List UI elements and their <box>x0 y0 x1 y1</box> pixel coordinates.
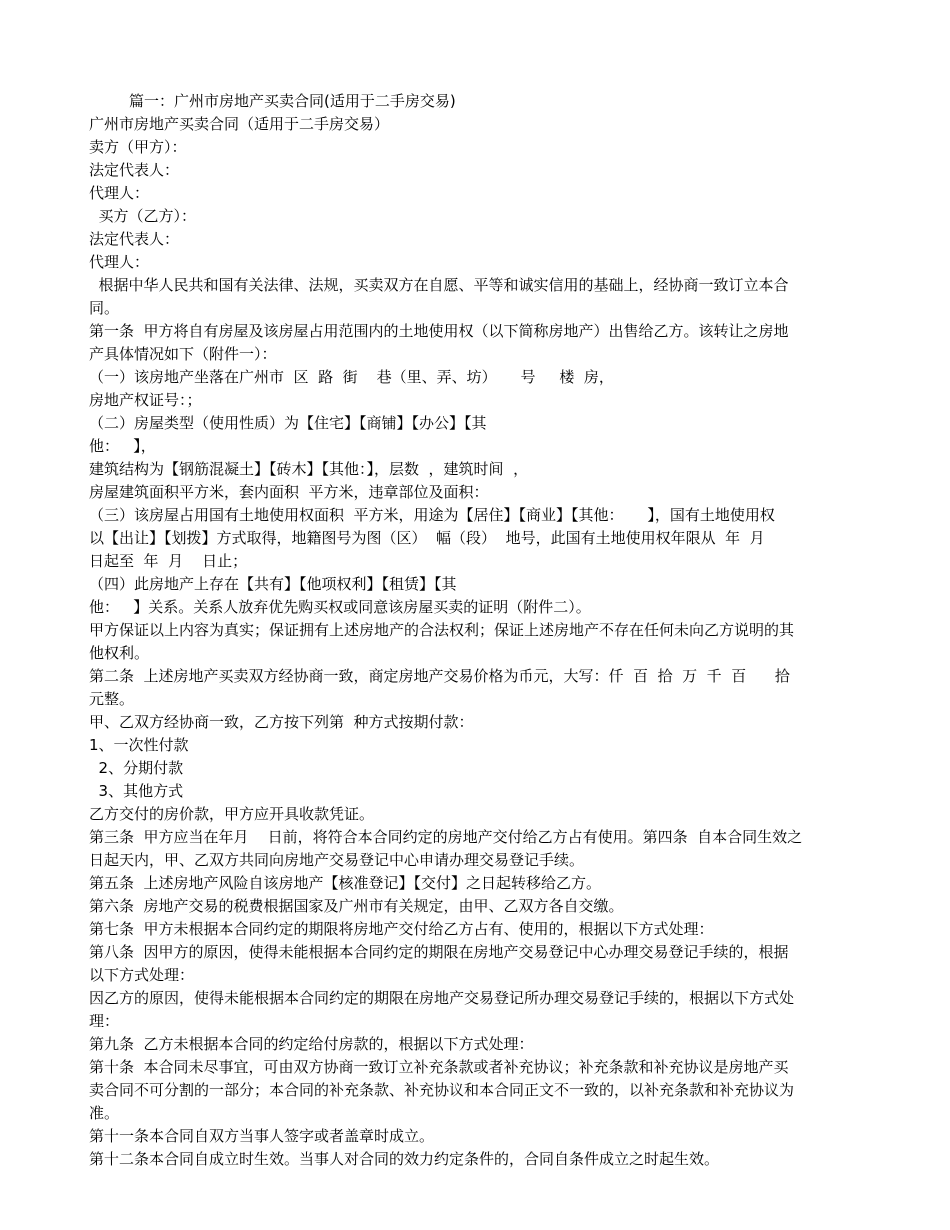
text-line: 法定代表人： <box>89 230 180 248</box>
text-line: 卖合同不可分割的一部分；本合同的补充条款、补充协议和本合同正文不一致的，以补充条款和补充协议为 <box>89 1081 795 1099</box>
text-line: 乙方交付的房价款，甲方应开具收款凭证。 <box>89 805 375 823</box>
text-line: 法定代表人： <box>89 161 180 179</box>
text-line: 他： 】， <box>89 437 156 455</box>
text-line: （四）此房地产上存在【共有】【他项权利】【租赁】【其 <box>89 575 457 593</box>
text-line: 代理人： <box>89 253 150 271</box>
text-line: 第六条 房地产交易的税费根据国家及广州市有关规定，由甲、乙双方各自交缴。 <box>89 897 624 915</box>
text-line: 准。 <box>89 1104 120 1122</box>
text-line: 日起至 年 月 日止； <box>89 552 248 570</box>
text-line: 第十条 本合同未尽事宜，可由双方协商一致订立补充条款或者补充协议；补充条款和补充协议是房地产买 <box>89 1058 789 1076</box>
text-line: 根据中华人民共和国有关法律、法规，买卖双方在自愿、平等和诚实信用的基础上，经协商一致订立本合 <box>89 276 789 294</box>
text-line: 建筑结构为【钢筋混凝土】【砖木】【其他：】，层数 ，建筑时间 ， <box>89 460 529 478</box>
text-line: 卖方（甲方）： <box>89 138 187 156</box>
text-line: 第十一条本合同自双方当事人签字或者盖章时成立。 <box>89 1127 435 1145</box>
text-line: 他： 】关系。关系人放弃优先购买权或同意该房屋买卖的证明（附件二）。 <box>89 598 591 616</box>
text-line: （二）房屋类型（使用性质）为【住宅】【商铺】【办公】【其 <box>89 414 487 432</box>
text-line: 广州市房地产买卖合同（适用于二手房交易） <box>89 115 390 133</box>
text-line: 第八条 因甲方的原因，使得未能根据本合同约定的期限在房地产交易登记中心办理交易登记手续的，根据 <box>89 943 789 961</box>
text-line: 2、分期付款 <box>89 759 184 777</box>
text-line: （一）该房地产坐落在广州市 区 路 街 巷（里、弄、坊） 号 楼 房， <box>89 368 614 386</box>
text-line: 第十二条本合同自成立时生效。当事人对合同的效力约定条件的，合同自条件成立之时起生效。 <box>89 1150 720 1168</box>
text-line: 甲、乙双方经协商一致，乙方按下列第 种方式按期付款： <box>89 713 474 731</box>
text-line: 第二条 上述房地产买卖双方经协商一致，商定房地产交易价格为币元，大写：仟 百 拾 万 千 百 拾 <box>89 667 790 685</box>
text-line: 产具体情况如下（附件一）： <box>89 345 277 363</box>
text-line: 3、其他方式 <box>89 782 184 800</box>
document-heading: 篇一：广州市房地产买卖合同(适用于二手房交易) <box>129 92 456 110</box>
text-line: 第三条 甲方应当在年月 日前，将符合本合同约定的房地产交付给乙方占有使用。第四条 自本合同生效之 <box>89 828 803 846</box>
text-line: 以下方式处理： <box>89 966 195 984</box>
text-line: 房屋建筑面积平方米，套内面积 平方米，违章部位及面积： <box>89 483 489 501</box>
text-line: 日起天内，甲、乙双方共同向房地产交易登记中心申请办理交易登记手续。 <box>89 851 585 869</box>
text-line: 同。 <box>89 299 120 317</box>
text-line: 代理人： <box>89 184 150 202</box>
text-line: 以【出让】【划拨】方式取得，地籍图号为图（区） 幅（段） 地号，此国有土地使用权年限从 年 月 <box>89 529 765 547</box>
text-line: 理： <box>89 1012 120 1030</box>
text-line: （三）该房屋占用国有土地使用权面积 平方米，用途为【居住】【商业】【其他： 】，国有土地使用权 <box>89 506 775 524</box>
text-line: 买方（乙方）： <box>89 207 197 225</box>
contract-text <box>89 113 869 1171</box>
text-line: 他权利。 <box>89 644 150 662</box>
text-line: 元整。 <box>89 690 135 708</box>
text-line: 甲方保证以上内容为真实；保证拥有上述房地产的合法权利；保证上述房地产不存在任何未向乙方说明的其 <box>89 621 795 639</box>
text-line: 1、一次性付款 <box>89 736 189 754</box>
text-line: 因乙方的原因，使得未能根据本合同约定的期限在房地产交易登记所办理交易登记手续的，根据以下方式处 <box>89 989 795 1007</box>
text-line: 第七条 甲方未根据本合同约定的期限将房地产交付给乙方占有、使用的，根据以下方式处理： <box>89 920 714 938</box>
text-line: 第九条 乙方未根据本合同的约定给付房款的，根据以下方式处理： <box>89 1035 534 1053</box>
text-line: 房地产权证号：； <box>89 391 202 409</box>
text-line: 第五条 上述房地产风险自该房地产【核准登记】【交付】之日起转移给乙方。 <box>89 874 602 892</box>
contract-body <box>89 90 869 1171</box>
text-line: 第一条 甲方将自有房屋及该房屋占用范围内的土地使用权（以下简称房地产）出售给乙方。该转让之房地 <box>89 322 789 340</box>
